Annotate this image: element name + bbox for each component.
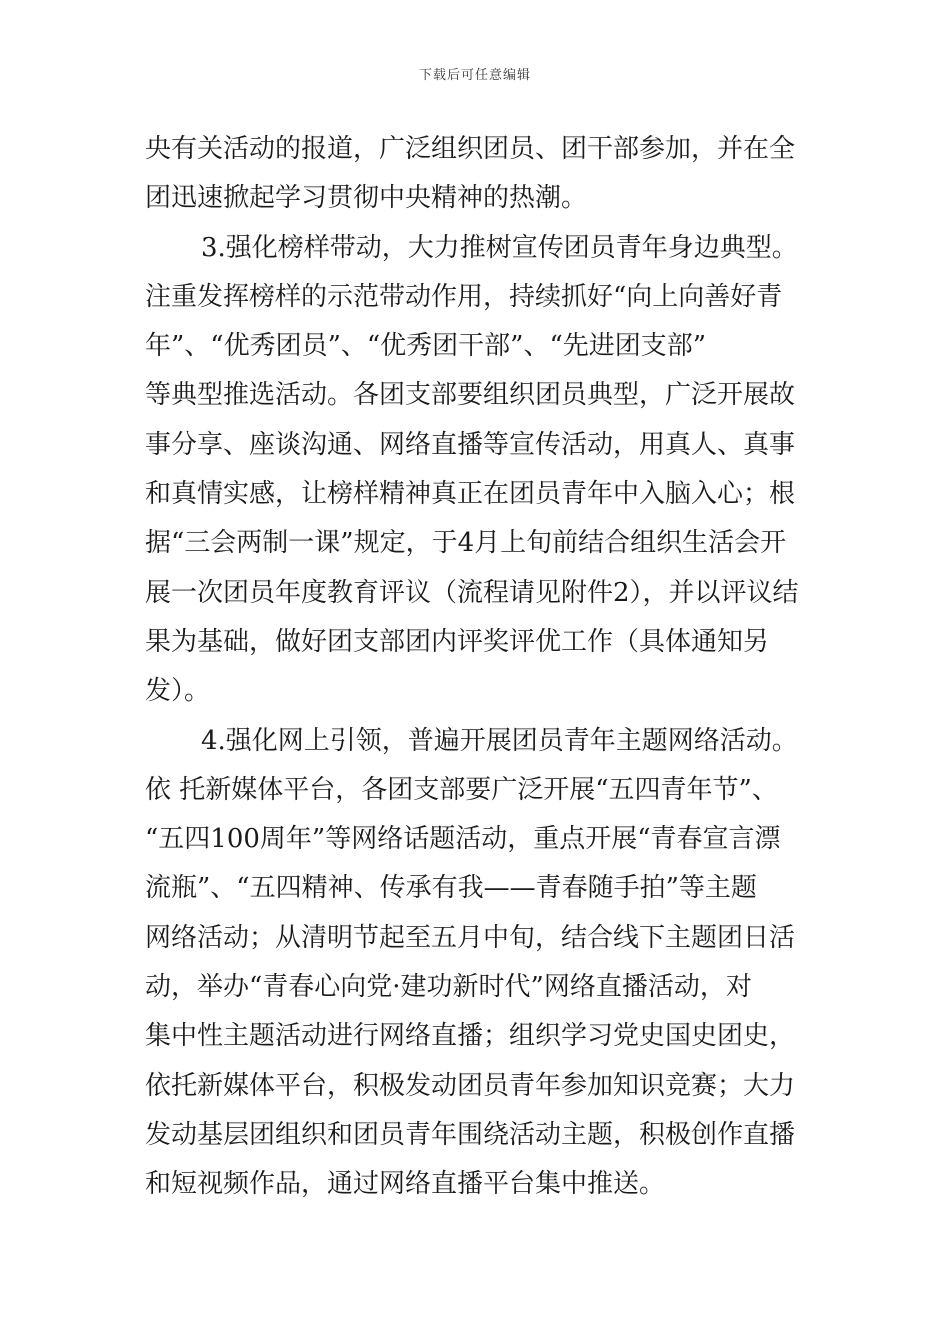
document-body bbox=[145, 125, 807, 1210]
text-line: 动，举办“青春心向党·建功新时代”网络直播活动，对 bbox=[145, 972, 752, 1003]
text-line: 果为基础，做好团支部团内评奖评优工作（具体通知另 bbox=[145, 626, 770, 657]
page-header: 下载后可任意编辑 bbox=[418, 68, 531, 83]
text-line: 和真情实感，让榜样精神真正在团员青年中入脑入心；根 bbox=[145, 479, 796, 510]
text-line: 团迅速掀起学习贯彻中央精神的热潮。 bbox=[145, 183, 588, 214]
text-line: 依托新媒体平台，积极发动团员青年参加知识竞赛；大力 bbox=[145, 1070, 796, 1101]
text-line: 发）。 bbox=[145, 676, 211, 707]
text-line: 展一次团员年度教育评议（流程请见附件2），并以评议结 bbox=[145, 577, 799, 608]
text-line: “五四100周年”等网络话题活动，重点开展“青春宣言漂 bbox=[145, 824, 781, 855]
text-line: 和短视频作品，通过网络直播平台集中推送。 bbox=[145, 1169, 666, 1200]
text-line: 集中性主题活动进行网络直播；组织学习党史国史团史， bbox=[145, 1021, 796, 1052]
text-line: 事分享、座谈沟通、网络直播等宣传活动，用真人、真事 bbox=[145, 429, 796, 460]
text-line: 据“三会两制一课”规定，于4月上旬前结合组织生活会开 bbox=[145, 528, 787, 559]
text-line: 等典型推选活动。各团支部要组织团员典型，广泛开展故 bbox=[145, 380, 796, 411]
text-line: 依 托新媒体平台，各团支部要广泛开展“五四青年节”、 bbox=[145, 774, 778, 805]
text-line: 网络活动；从清明节起至五月中旬，结合线下主题团日活 bbox=[145, 922, 796, 953]
text-line: 流瓶”、“五四精神、传承有我——青春随手拍”等主题 bbox=[145, 873, 757, 904]
section-heading-3: 3.强化榜样带动，大力推树宣传团员青年身边典型。 bbox=[201, 232, 798, 263]
text-line: 注重发挥榜样的示范带动作用，持续抓好“向上向善好青 bbox=[145, 281, 783, 312]
text-line: 发动基层团组织和团员青年围绕活动主题，积极创作直播 bbox=[145, 1119, 796, 1150]
text-line: 年”、“优秀团员”、“优秀团干部”、“先进团支部” bbox=[145, 331, 707, 362]
section-heading-4: 4.强化网上引领，普遍开展团员青年主题网络活动。 bbox=[201, 725, 798, 756]
text-line: 央有关活动的报道，广泛组织团员、团干部参加，并在全 bbox=[145, 134, 796, 164]
